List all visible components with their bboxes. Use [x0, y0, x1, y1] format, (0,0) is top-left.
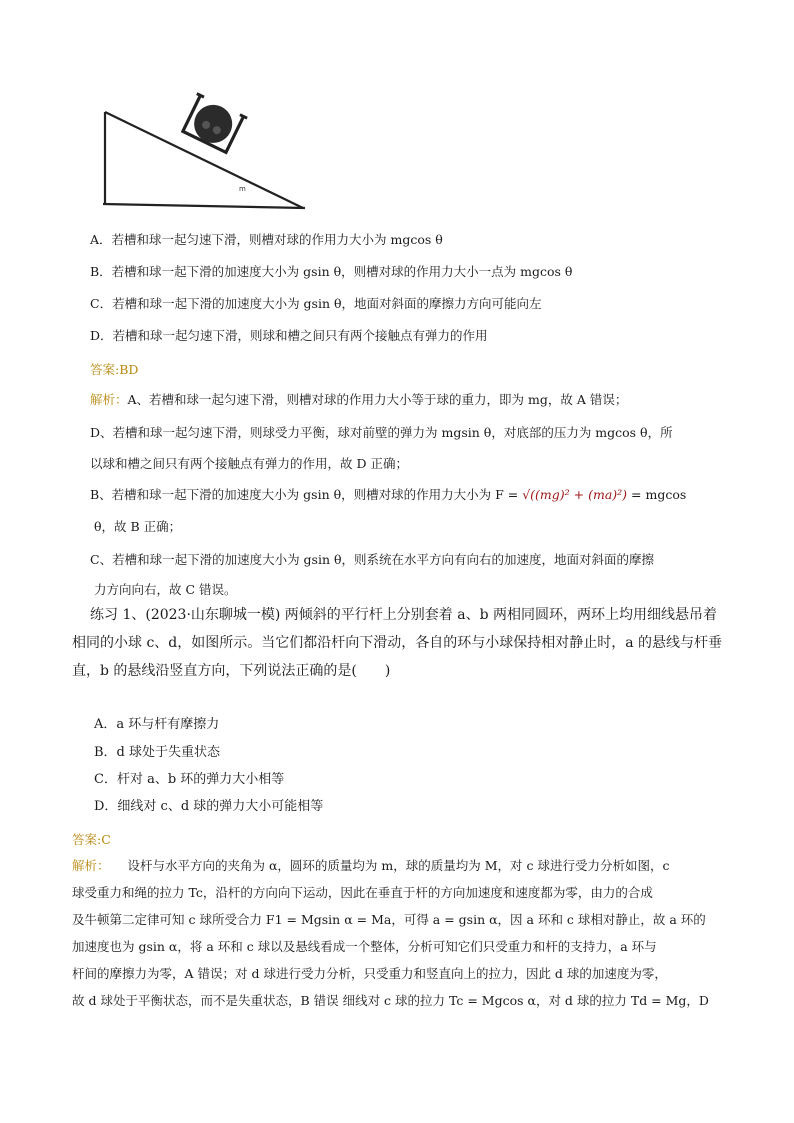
- q2-stem-3: 直，b 的悬线沿竖直方向，下列说法正确的是( ): [72, 663, 391, 679]
- q1-analysis-b2: θ，故 B 正确；: [94, 519, 182, 534]
- q2-analysis-label: 解析：: [72, 858, 110, 873]
- force-formula: √((mg)² + (ma)²): [522, 487, 628, 502]
- q1-analysis-b1-post: = mgcos: [631, 487, 687, 502]
- q2-analysis-l5: 杆间的摩擦力为零，A 错误；对 d 球进行受力分析，只受重力和竖直向上的拉力，因此 d 球的加速度为零，: [72, 966, 667, 981]
- q2-option-b: B．d 球处于失重状态: [94, 745, 221, 760]
- q2-analysis-l3: 及牛顿第二定律可知 c 球所受合力 F1 = Mgsin α = Ma，可得 a = gsin α，因 a 环和 c 球相对静止，故 a 环的: [72, 912, 706, 927]
- q2-stem-1: 练习 1、(2023·山东聊城一模) 两倾斜的平行杆上分别套着 a、b 两相同圆环，两环上均用细线悬吊着: [90, 607, 718, 623]
- q1-option-a: A．若槽和球一起匀速下滑，则槽对球的作用力大小为 mgcos θ: [90, 232, 443, 247]
- q2-stem-2: 相同的小球 c、d，如图所示。当它们都沿杆向下滑动，各自的环与小球保持相对静止时，a 的悬线与杆垂: [72, 635, 723, 651]
- q2-analysis-l1-text: 设杆与水平方向的夹角为 α，圆环的质量均为 m，球的质量均为 M，对 c 球进行受力分析如图，c: [127, 858, 670, 873]
- q1-analysis-b1: [90, 485, 686, 503]
- q1-analysis-c2: 力方向向右，故 C 错误。: [94, 582, 237, 597]
- angle-marker: m: [239, 185, 246, 193]
- q1-analysis-label: 解析：: [90, 392, 128, 407]
- groove-and-ball: [179, 94, 247, 155]
- q1-option-c: C．若槽和球一起下滑的加速度大小为 gsin θ，地面对斜面的摩擦力方向可能向左: [90, 296, 542, 311]
- q2-analysis-l4: 加速度也为 gsin α，将 a 环和 c 球以及悬线看成一个整体，分析可知它们只受重力和杆的支持力，a 环与: [72, 939, 657, 954]
- q1-analysis-d2: 以球和槽之间只有两个接触点有弹力的作用，故 D 正确；: [90, 456, 408, 471]
- q2-analysis-l6: 故 d 球处于平衡状态，而不是失重状态，B 错误 细线对 c 球的拉力 Tc = Mgcos α，对 d 球的拉力 Td = Mg，D: [72, 993, 709, 1008]
- q1-answer: 答案:BD: [90, 362, 139, 377]
- q1-option-b: B．若槽和球一起下滑的加速度大小为 gsin θ，则槽对球的作用力大小一点为 mgcos θ: [90, 264, 573, 279]
- incline-figure: [95, 92, 315, 212]
- q2-option-c: C．杆对 a、b 环的弹力大小相等: [94, 772, 285, 787]
- q2-analysis-l1: [72, 856, 669, 874]
- q2-option-a: A．a 环与杆有摩擦力: [94, 717, 220, 732]
- q1-option-d: D．若槽和球一起匀速下滑，则球和槽之间只有两个接触点有弹力的作用: [90, 328, 488, 343]
- q2-analysis-l2: 球受重力和绳的拉力 Tc，沿杆的方向向下运动，因此在垂直于杆的方向加速度和速度都为零，由力的合成: [72, 885, 653, 900]
- q1-analysis-d1: D、若槽和球一起匀速下滑，则球受力平衡，球对前壁的弹力为 mgsin θ，对底部的压力为 mgcos θ，所: [90, 425, 673, 440]
- q1-analysis-b1-pre: B、若槽和球一起下滑的加速度大小为 gsin θ，则槽对球的作用力大小为 F =: [90, 487, 519, 502]
- q1-analysis-a: [90, 390, 627, 408]
- q1-analysis-c1: C、若槽和球一起下滑的加速度大小为 gsin θ，则系统在水平方向有向右的加速度，地面对斜面的摩擦: [90, 552, 655, 567]
- q1-analysis-a-text: A、若槽和球一起匀速下滑，则槽对球的作用力大小等于球的重力，即为 mg，故 A 错误；: [127, 392, 628, 407]
- q2-option-d: D．细线对 c、d 球的弹力大小可能相等: [94, 799, 324, 814]
- q2-answer: 答案:C: [72, 832, 111, 847]
